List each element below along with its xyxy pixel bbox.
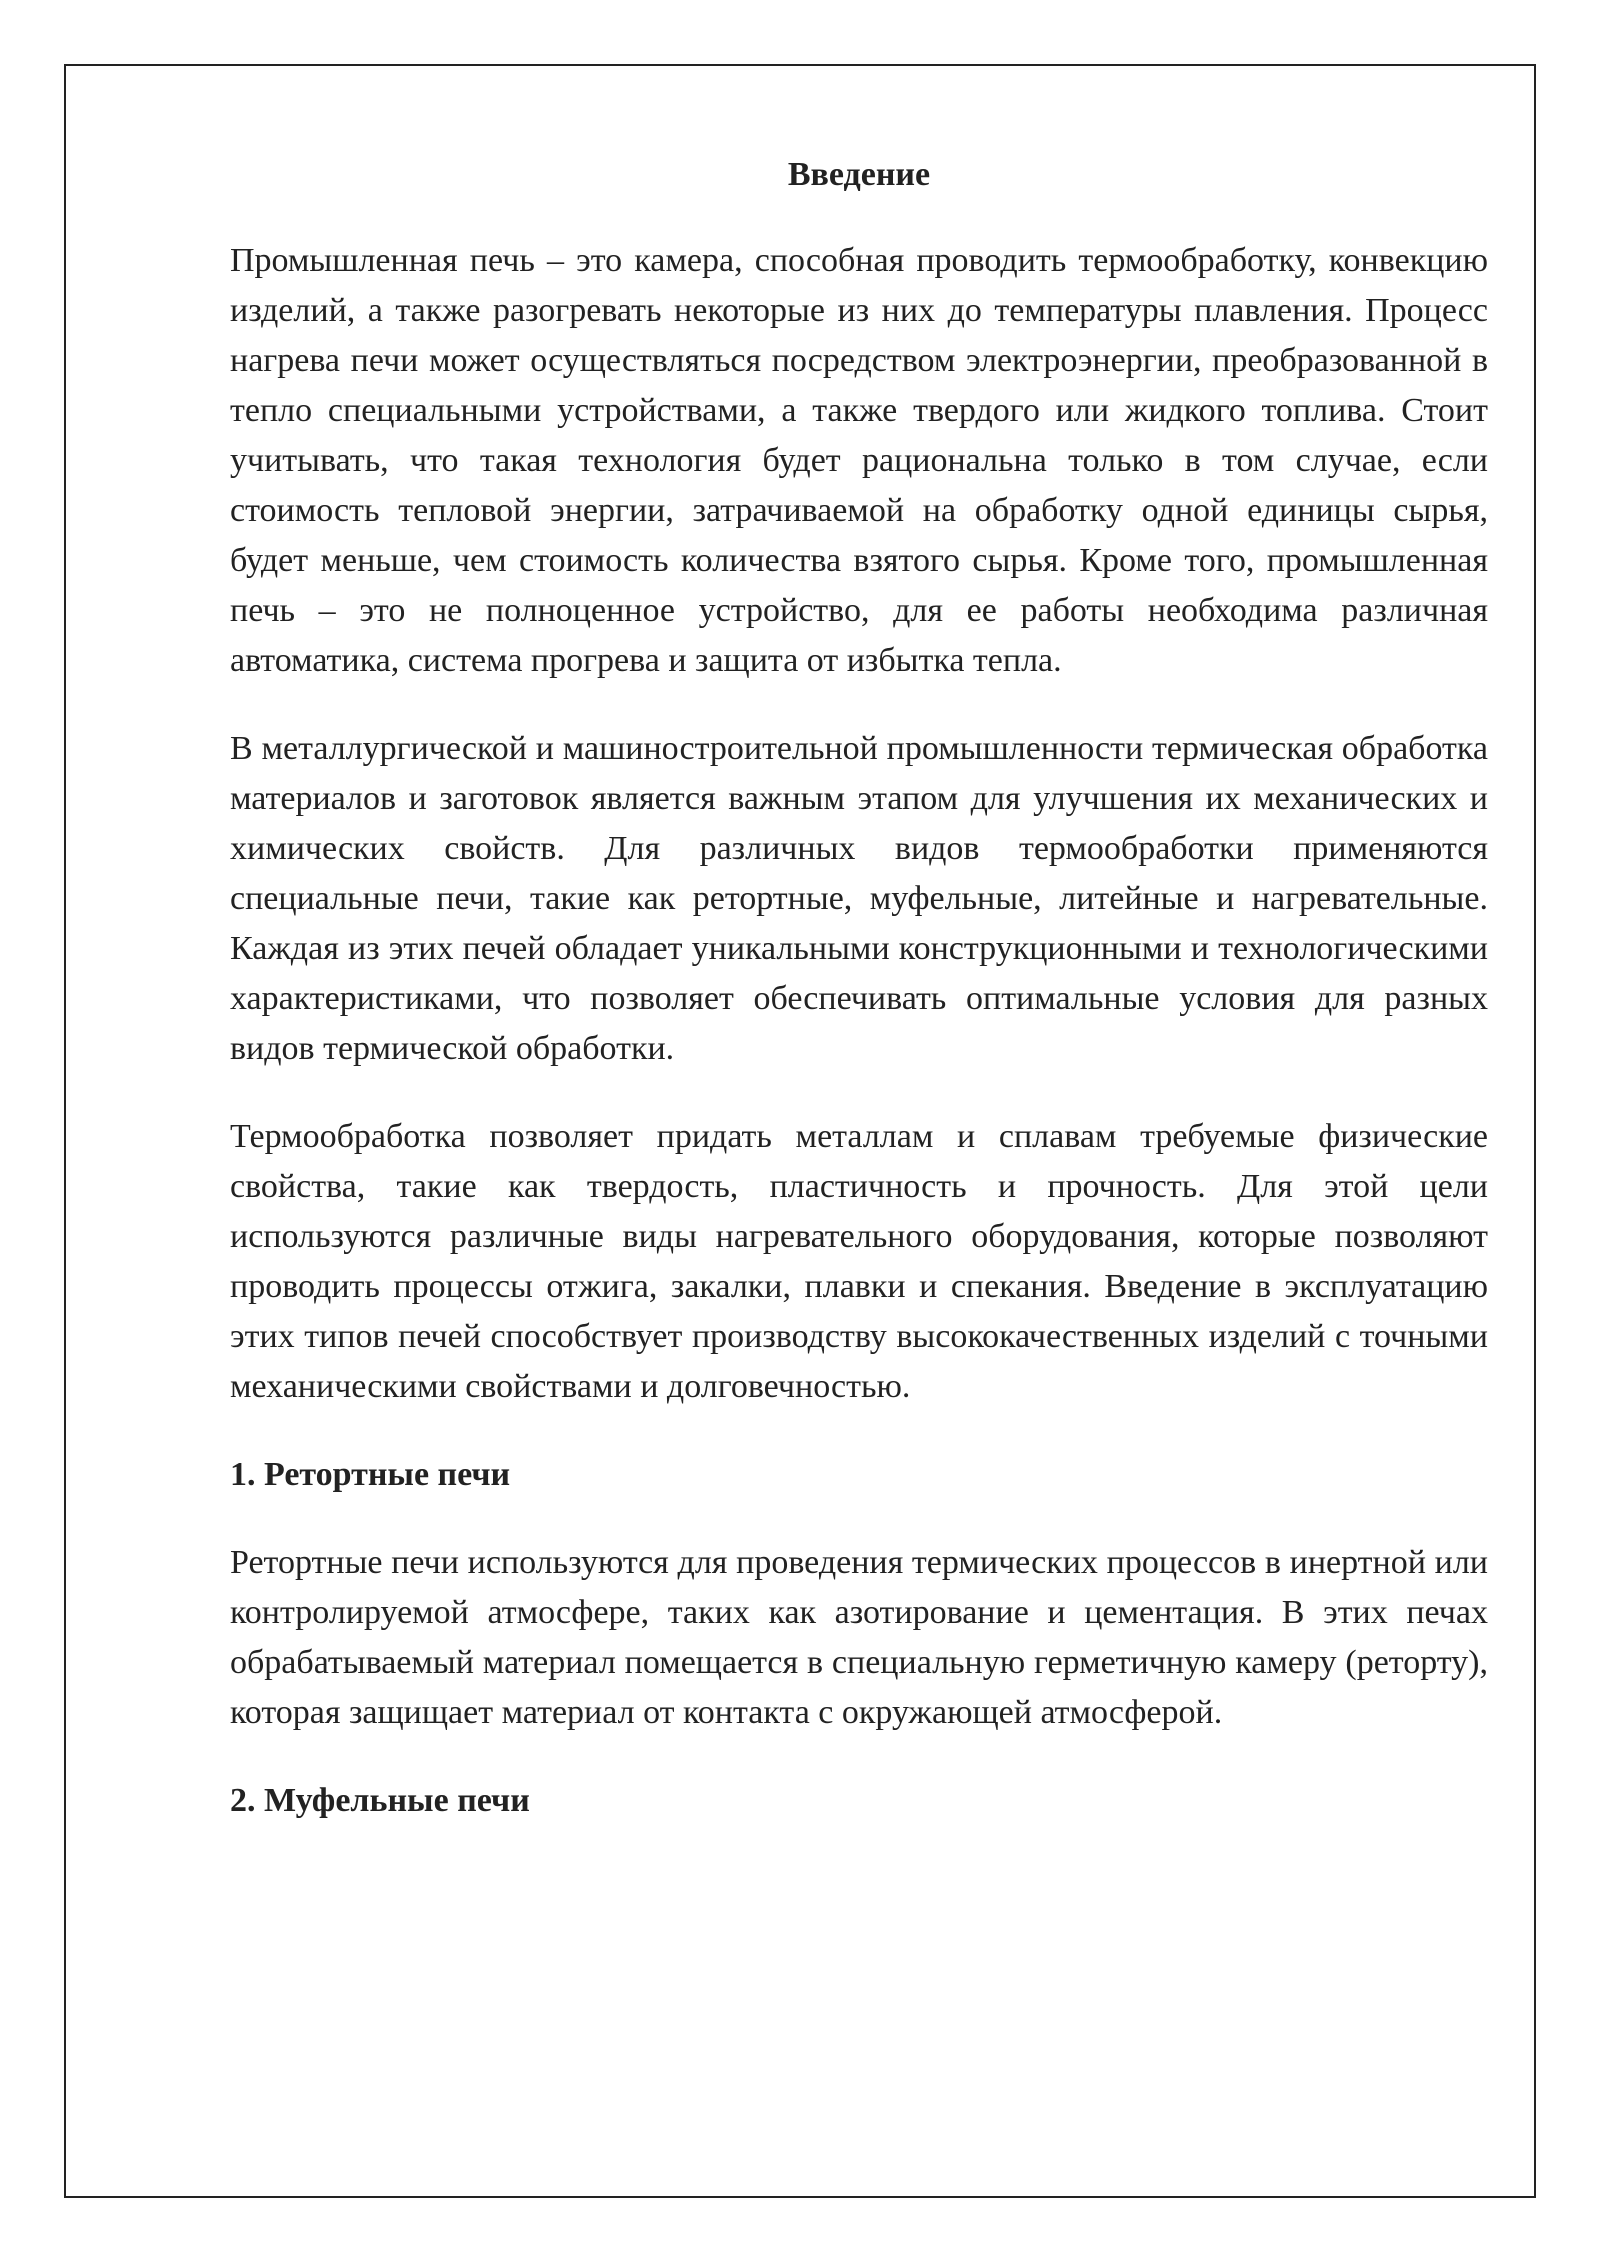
document-body: [230, 150, 1488, 1864]
section-heading-retort-furnaces: 1. Ретортные печи: [230, 1456, 511, 1493]
intro-paragraph-1: Промышленная печь – это камера, способная проводить термообработку, конвекцию изделий, а также разогревать некоторые из них до температуры плавления. Процесс нагрева печи может осуществляться посредством электроэнергии, преобразованной в тепло специальными устройствами, а также твердого или жидкого топлива. Стоит учитывать, что такая технология будет рациональна только в том случае, если стоимость тепловой энергии, затрачиваемой на обработку одной единицы сырья, будет меньше, чем стоимость количества взятого сырья. Кроме того, промышленная печь – это не полноценное устройство, для ее работы необходима различная автоматика, система прогрева и защита от избытка тепла.: [230, 242, 1488, 679]
document-title: Введение: [787, 156, 931, 193]
intro-paragraph-3: Термообработка позволяет придать металлам и сплавам требуемые физические свойства, такие как твердость, пластичность и прочность. Для этой цели используются различные виды нагревательного оборудования, которые позволяют проводить процессы отжига, закалки, плавки и спекания. Введение в эксплуатацию этих типов печей способствует производству высококачественных изделий с точными механическими свойствами и долговечностью.: [230, 1118, 1488, 1405]
section-text-retort-furnaces: Ретортные печи используются для проведения термических процессов в инертной или контролируемой атмосфере, таких как азотирование и цементация. В этих печах обрабатываемый материал помещается в специальную герметичную камеру (реторту), которая защищает материал от контакта с окружающей атмосферой.: [230, 1544, 1488, 1731]
intro-paragraph-2: В металлургической и машиностроительной промышленности термическая обработка материалов и заготовок является важным этапом для улучшения их механических и химических свойств. Для различных видов термообработки применяются специальные печи, такие как ретортные, муфельные, литейные и нагревательные. Каждая из этих печей обладает уникальными конструкционными и технологическими характеристиками, что позволяет обеспечивать оптимальные условия для разных видов термической обработки.: [230, 730, 1488, 1067]
section-heading-muffle-furnaces: 2. Муфельные печи: [230, 1782, 530, 1819]
